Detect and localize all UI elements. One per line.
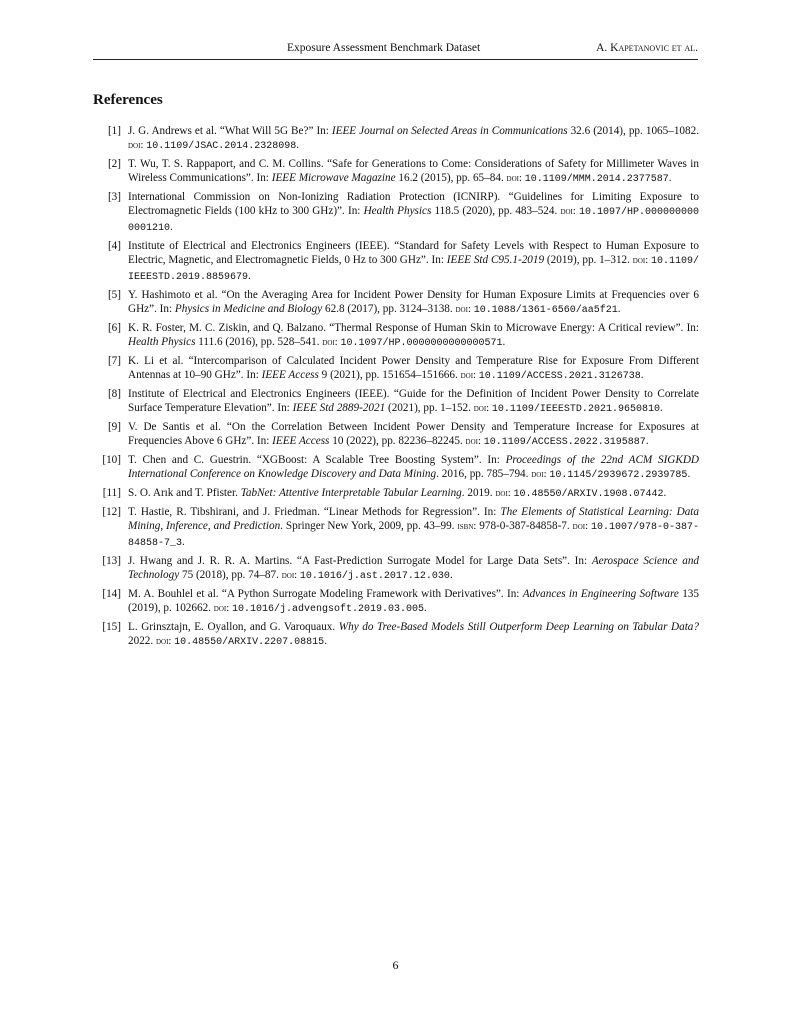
reference-details: 118.5 (2020), pp. 483–524. <box>431 205 561 217</box>
reference-venue: IEEE Microwave Magazine <box>271 172 396 184</box>
reference-item <box>93 453 699 483</box>
reference-doi-link[interactable]: 10.1109/JSAC.2014.2328098 <box>146 141 297 152</box>
reference-end: . <box>502 336 506 348</box>
reference-venue: IEEE Std C95.1-2019 <box>446 254 545 266</box>
reference-text <box>128 124 699 154</box>
reference-venue: IEEE Std 2889-2021 <box>292 402 386 414</box>
reference-text <box>128 190 699 236</box>
reference-details: (2019), pp. 1–312. <box>544 254 633 266</box>
reference-details: 10 (2022), pp. 82236–82245. <box>329 435 466 447</box>
reference-item <box>93 387 699 417</box>
page-number: 6 <box>392 958 399 972</box>
reference-doi-link[interactable]: 10.1097/HP.0000000000000571 <box>340 338 503 349</box>
reference-authors-title: V. De Santis et al. “On the Correlation Between Incident Power Density and Temperature Increase for Exposures at Frequencies Above 6 GHz”. In: <box>128 421 699 447</box>
reference-number: [6] <box>107 322 121 334</box>
reference-end: . <box>296 139 300 151</box>
reference-venue: TabNet: Attentive Interpretable Tabular Learning <box>240 487 462 499</box>
reference-doi-link[interactable]: 10.48550/ARXIV.2207.08815 <box>174 637 325 648</box>
doi-label: doi: <box>155 636 172 647</box>
reference-item <box>93 486 699 502</box>
reference-text <box>128 587 699 617</box>
reference-item <box>93 554 699 584</box>
reference-authors-title: T. Wu, T. S. Rappaport, and C. M. Collins. “Safe for Generations to Come: Considerations of Safety for Millimeter Waves in Wireless Communications”. In: <box>128 158 699 184</box>
reference-item <box>93 190 699 236</box>
doi-label: doi: <box>572 521 589 532</box>
reference-number: [2] <box>107 158 121 170</box>
doi-label: doi: <box>455 304 471 315</box>
reference-item <box>93 620 699 650</box>
reference-details: 135 (2019), p. 102662. <box>128 588 699 614</box>
reference-venue: Advances in Engineering Software <box>522 588 679 600</box>
reference-text <box>128 157 699 187</box>
doi-label: doi: <box>322 337 338 348</box>
reference-number: [8] <box>107 388 121 400</box>
reference-doi-link[interactable]: 10.1109/ACCESS.2021.3126738 <box>478 371 641 382</box>
reference-details: 2022. <box>128 635 156 647</box>
reference-venue: Physics in Medicine and Biology <box>174 303 323 315</box>
reference-end: . <box>659 402 663 414</box>
reference-item <box>93 505 699 551</box>
doi-label: doi: <box>281 570 298 581</box>
reference-venue: IEEE Journal on Selected Areas in Communications <box>331 125 568 137</box>
reference-end: . <box>170 221 173 233</box>
reference-doi-link[interactable]: 10.1109/IEEESTD.2021.9650810 <box>491 404 660 415</box>
reference-details: 9 (2021), pp. 151654–151666. <box>318 369 461 381</box>
reference-doi-link[interactable]: 10.1109/IEEESTD.2019.8859679 <box>128 256 700 283</box>
reference-authors-title: Institute of Electrical and Electronics Engineers (IEEE). “Standard for Safety Levels with Respect to Human Exposure to Electric, Magnetic, and Electromagnetic Fields, 0 Hz to 300 GHz”. In: <box>128 240 699 266</box>
reference-venue: Why do Tree-Based Models Still Outperform Deep Learning on Tabular Data? <box>338 621 699 633</box>
reference-details: . 2019. <box>461 487 496 499</box>
doi-label: doi: <box>473 403 490 414</box>
reference-text <box>128 288 699 318</box>
running-head <box>93 40 698 58</box>
doi-label: doi: <box>531 469 547 480</box>
reference-number: [7] <box>107 355 121 367</box>
running-head-title: Exposure Assessment Benchmark Dataset <box>287 42 481 54</box>
reference-doi-link[interactable]: 10.1097/HP.0000000000001210 <box>128 207 700 234</box>
reference-number: [14] <box>102 588 121 600</box>
reference-text <box>128 505 699 551</box>
reference-authors-title: T. Hastie, R. Tibshirani, and J. Friedman. “Linear Methods for Regression”. In: <box>128 506 501 518</box>
isbn-label: isbn: <box>457 521 477 532</box>
doi-label: doi: <box>560 206 576 217</box>
reference-item <box>93 157 699 187</box>
reference-details: . Springer New York, 2009, pp. 43–99. <box>280 520 458 532</box>
reference-number: [15] <box>102 621 121 633</box>
reference-venue: IEEE Access <box>261 369 319 381</box>
reference-item <box>93 239 699 285</box>
reference-details: 111.6 (2016), pp. 528–541. <box>195 336 323 348</box>
reference-number: [3] <box>107 191 121 203</box>
reference-end: . <box>645 435 649 447</box>
reference-item <box>93 288 699 318</box>
reference-doi-link[interactable]: 10.48550/ARXIV.1908.07442 <box>513 489 664 500</box>
reference-end: . <box>617 303 621 315</box>
reference-number: [1] <box>107 125 121 137</box>
reference-text <box>128 554 699 584</box>
reference-venue: IEEE Access <box>272 435 330 447</box>
reference-authors-title: L. Grinsztajn, E. Oyallon, and G. Varoquaux. <box>128 621 339 633</box>
reference-end: . <box>663 487 667 499</box>
reference-doi-link[interactable]: 10.1109/MMM.2014.2377587 <box>524 174 669 185</box>
reference-item <box>93 124 699 154</box>
reference-authors-title: Y. Hashimoto et al. “On the Averaging Area for Incident Power Density for Human Exposure Limits at Frequencies over 6 GHz”. In: <box>128 289 699 315</box>
doi-label: doi: <box>460 370 476 381</box>
header-rule <box>93 59 698 60</box>
reference-item <box>93 587 699 617</box>
reference-authors-title: Institute of Electrical and Electronics Engineers (IEEE). “Guide for the Definition of Incident Power Density to Correlate Surface Temperature Elevation”. In: <box>128 388 699 414</box>
reference-authors-title: J. Hwang and J. R. R. A. Martins. “A Fast-Prediction Surrogate Model for Large Data Sets”. In: <box>128 555 592 567</box>
reference-text <box>128 453 699 483</box>
reference-details: 75 (2018), pp. 74–87. <box>179 569 282 581</box>
reference-doi-link[interactable]: 10.1016/j.ast.2017.12.030 <box>299 571 450 582</box>
reference-end: . <box>640 369 644 381</box>
reference-venue: The Elements of Statistical Learning: Data Mining, Inference, and Prediction <box>128 506 699 532</box>
reference-number: [5] <box>107 289 121 301</box>
running-head-authors: A. Kapetanovic et al. <box>596 42 698 54</box>
reference-details: 32.6 (2014), pp. 1065–1082. <box>567 125 699 137</box>
doi-label: doi: <box>465 436 481 447</box>
reference-text <box>128 239 699 285</box>
section-title: References <box>93 92 163 108</box>
reference-venue: Health Physics <box>363 205 432 217</box>
reference-text <box>128 420 699 450</box>
reference-authors-title: S. O. Arık and T. Pfister. <box>128 487 241 499</box>
reference-item <box>93 321 699 351</box>
reference-number: [9] <box>107 421 121 433</box>
reference-details: 16.2 (2015), pp. 65–84. <box>395 172 507 184</box>
reference-number: [11] <box>102 487 121 499</box>
doi-label: doi: <box>128 140 144 151</box>
reference-number: [10] <box>102 454 121 466</box>
reference-end: . <box>182 536 185 548</box>
reference-authors-title: J. G. Andrews et al. “What Will 5G Be?” In: <box>128 125 332 137</box>
reference-venue: Health Physics <box>128 336 196 348</box>
reference-text <box>128 354 699 384</box>
reference-number: [12] <box>102 506 121 518</box>
reference-text <box>128 486 699 502</box>
reference-separator: . <box>566 520 573 532</box>
reference-end: . <box>687 468 691 480</box>
reference-doi-link[interactable]: 10.1088/1361-6560/aa5f21 <box>473 305 618 316</box>
reference-doi-link[interactable]: 10.1109/ACCESS.2022.3195887 <box>483 437 646 448</box>
reference-venue: Aerospace Science and Technology <box>128 555 700 581</box>
reference-list <box>93 124 699 653</box>
reference-text <box>128 321 699 351</box>
reference-doi-link[interactable]: 10.1007/978-0-387-84858-7_3 <box>128 522 700 549</box>
reference-authors-title: International Commission on Non-Ionizing Radiation Protection (ICNIRP). “Guidelines for Limiting Exposure to Electromagnetic Fields (100 kHz to 300 GHz)”. In: <box>128 191 699 217</box>
reference-doi-link[interactable]: 10.1145/2939672.2939785 <box>549 470 688 481</box>
doi-label: doi: <box>495 488 511 499</box>
reference-authors-title: M. A. Bouhlel et al. “A Python Surrogate Modeling Framework with Derivatives”. In: <box>128 588 523 600</box>
reference-number: [13] <box>102 555 121 567</box>
reference-venue: Proceedings of the 22nd ACM SIGKDD International Conference on Knowledge Discovery and Data Mining <box>128 454 699 480</box>
reference-details: . 2016, pp. 785–794. <box>436 468 532 480</box>
reference-end: . <box>668 172 672 184</box>
reference-authors-title: T. Chen and C. Guestrin. “XGBoost: A Scalable Tree Boosting System”. In: <box>128 454 506 466</box>
doi-label: doi: <box>506 173 522 184</box>
doi-label: doi: <box>213 603 230 614</box>
reference-end: . <box>423 602 427 614</box>
reference-text <box>128 620 699 650</box>
reference-item <box>93 420 699 450</box>
reference-end: . <box>449 569 453 581</box>
doi-label: doi: <box>632 255 649 266</box>
reference-item <box>93 354 699 384</box>
reference-text <box>128 387 699 417</box>
reference-authors-title: K. R. Foster, M. C. Ziskin, and Q. Balzano. “Thermal Response of Human Skin to Microwave Energy: A Critical review”. In: <box>128 322 699 334</box>
reference-details: 62.8 (2017), pp. 3124–3138. <box>322 303 456 315</box>
reference-end: . <box>324 635 327 647</box>
reference-authors-title: K. Li et al. “Intercomparison of Calculated Incident Power Density and Temperature Rise for Exposure From Different Antennas at 10–90 GHz”. In: <box>128 355 699 381</box>
reference-details: (2021), pp. 1–152. <box>385 402 474 414</box>
reference-isbn: 978-0-387-84858-7 <box>479 520 567 532</box>
reference-number: [4] <box>107 240 121 252</box>
reference-doi-link[interactable]: 10.1016/j.advengsoft.2019.03.005 <box>231 604 424 615</box>
reference-end: . <box>248 270 251 282</box>
